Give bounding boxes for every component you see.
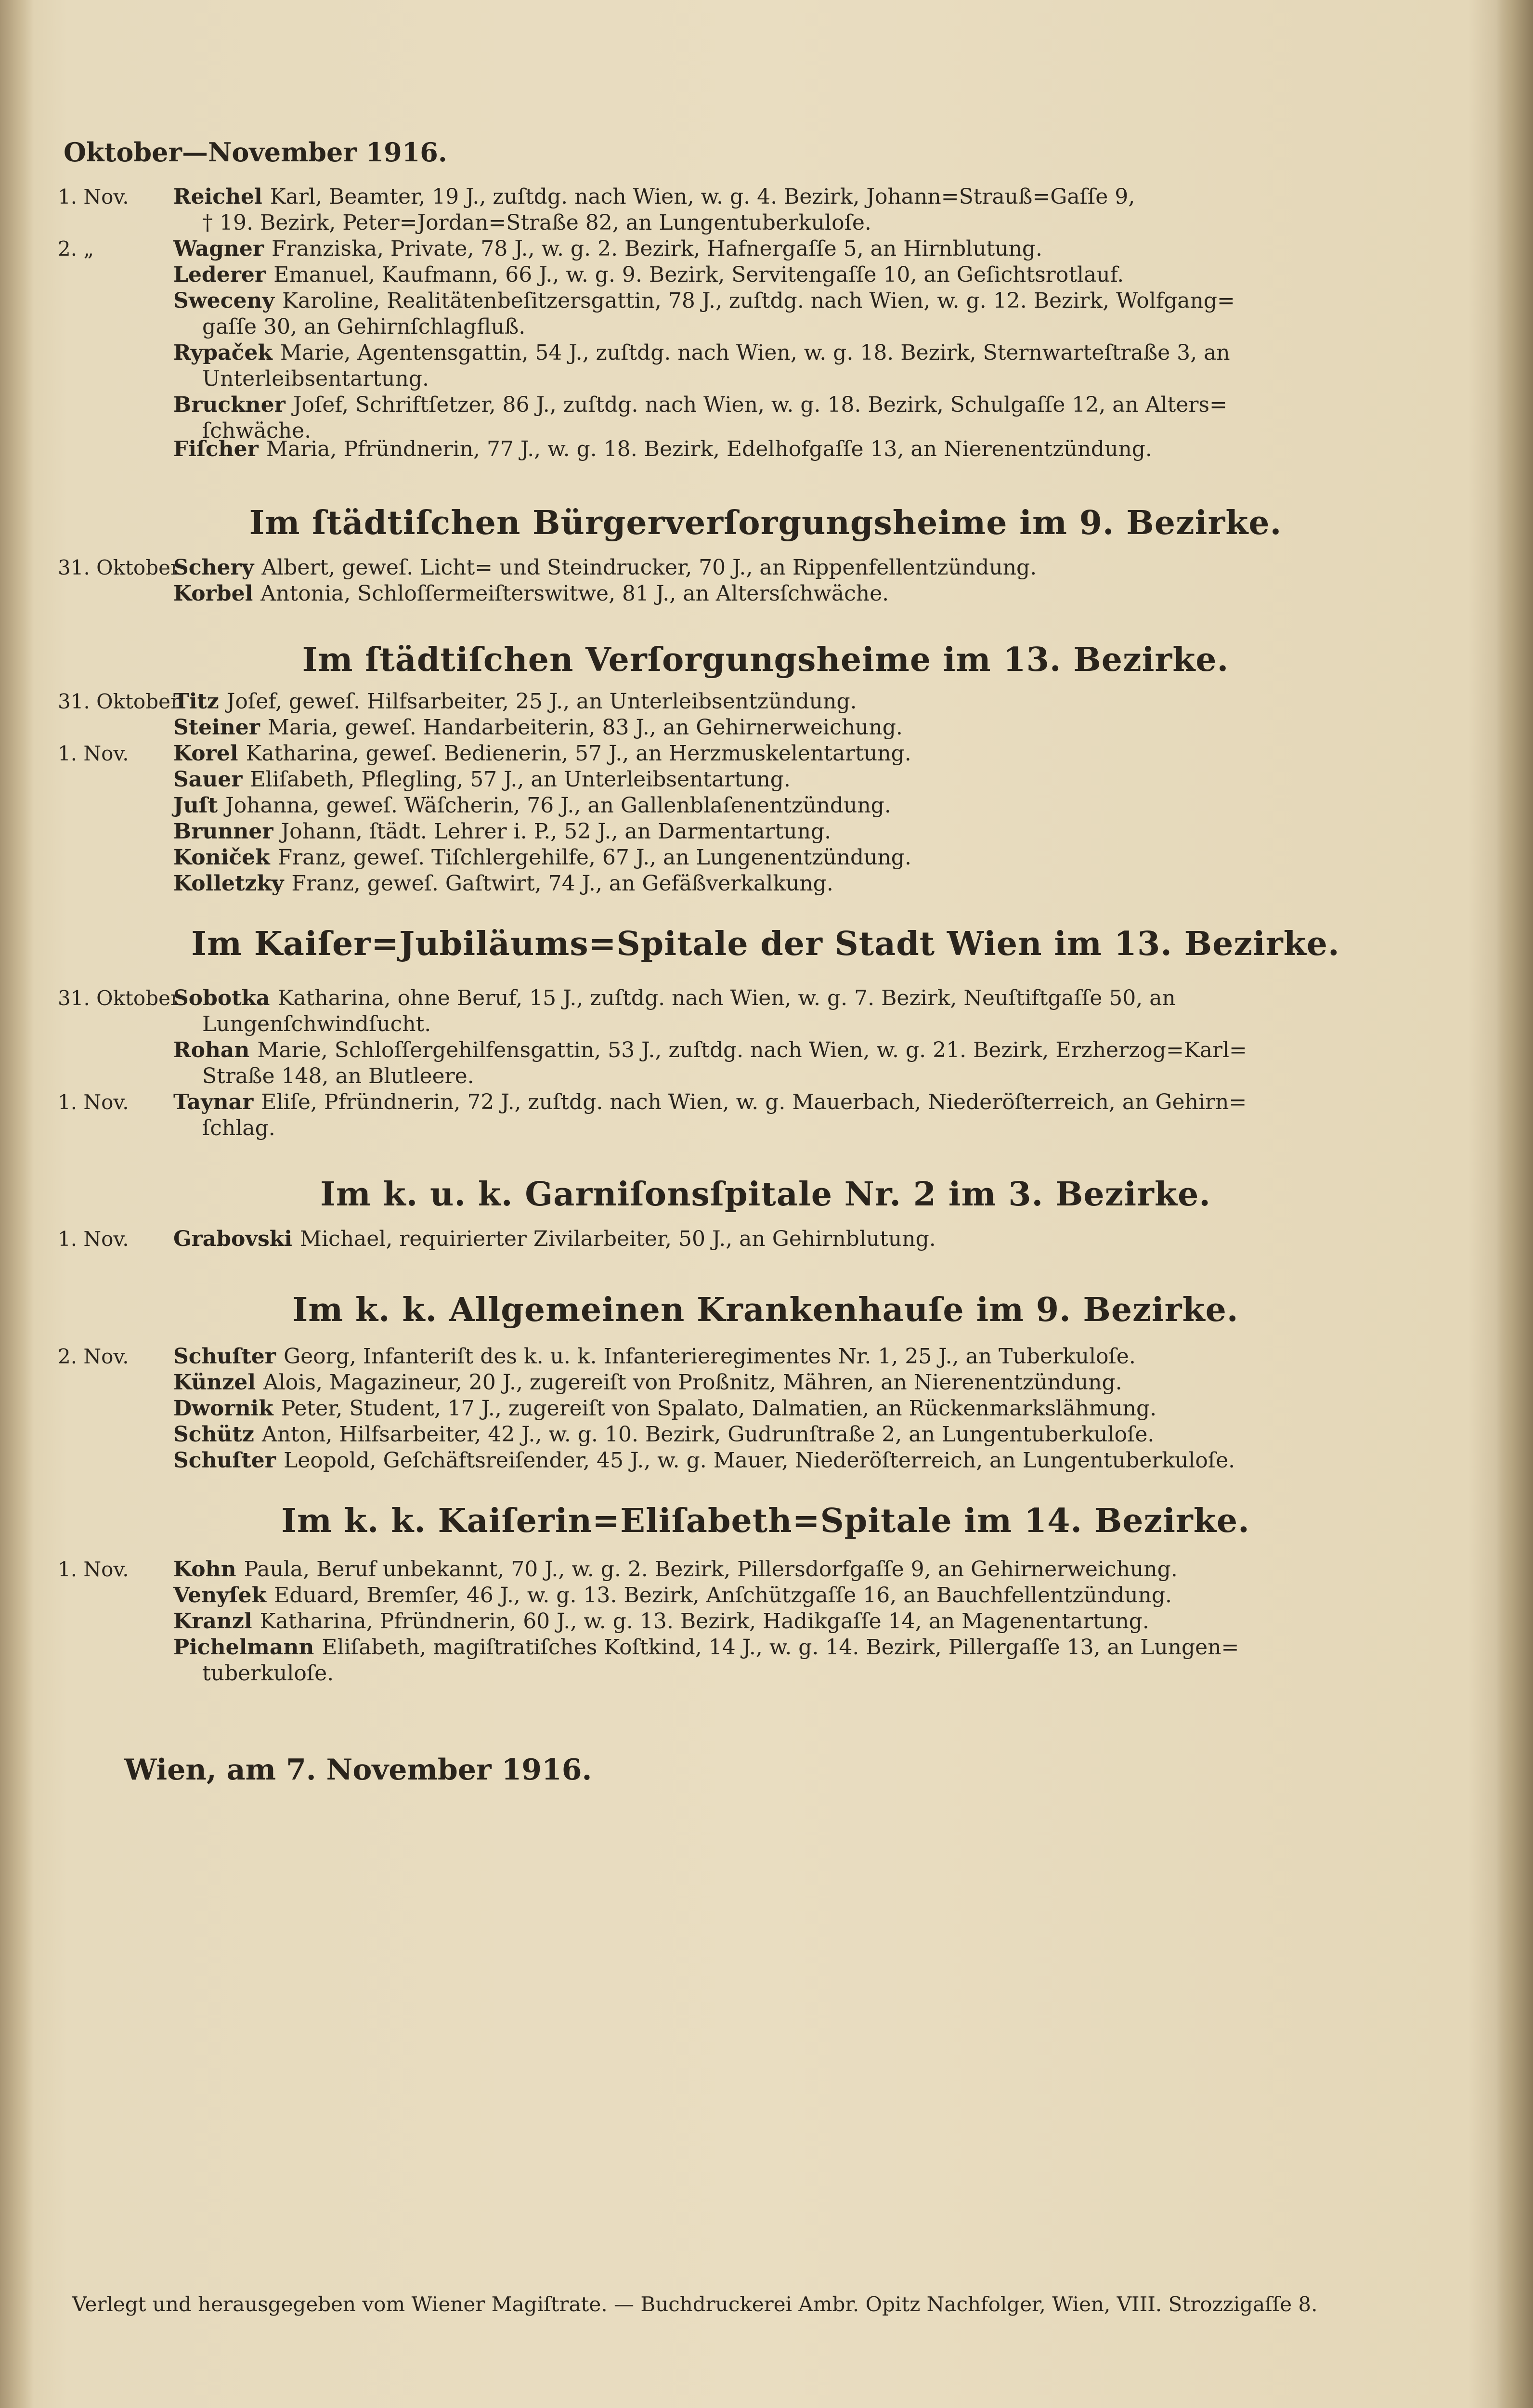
- entry-row: [58, 741, 1348, 770]
- section-heading: Im ſtädtiſchen Bürgerverſorgungsheime im 9. Bezirke.: [249, 504, 1282, 542]
- entry-text: [173, 985, 1396, 1011]
- entry-text: [173, 581, 1396, 607]
- entry-row: [58, 184, 1348, 213]
- entry-details: Eliſabeth, Pflegling, 57 J., an Unterleibsentartung.: [250, 767, 791, 792]
- entry-text: [173, 1609, 1396, 1635]
- entry-date: 31. Oktober: [58, 986, 181, 1010]
- entry-text: [173, 845, 1396, 871]
- entry-details: Johanna, geweſ. Wäſcherin, 76 J., an Gallenblaſenentzündung.: [225, 793, 891, 818]
- entry-continuation: ſchwäche.: [202, 419, 312, 443]
- entry-date: 31. Oktober: [58, 690, 181, 713]
- entry-continuation: ſchlag.: [202, 1116, 275, 1140]
- entry-row: [58, 1370, 1348, 1399]
- page-header: Oktober—November 1916.: [64, 137, 447, 168]
- entry-details: Joſef, Schriftſetzer, 86 J., zuſtdg. nach Wien, w. g. 18. Bezirk, Schulgaſſe 12, an Alters=: [293, 393, 1227, 417]
- entry-row: [58, 262, 1348, 291]
- entry-row: [58, 1089, 1348, 1118]
- entry-details: Franziska, Private, 78 J., w. g. 2. Bezirk, Hafnergaſſe 5, an Hirnblutung.: [272, 236, 1043, 261]
- entry-row: [58, 689, 1348, 718]
- entry-text: [173, 1557, 1396, 1583]
- entry-date: 2. „: [58, 237, 94, 261]
- entry-continuation: tuberkuloſe.: [202, 1661, 334, 1686]
- entry-text: [173, 1370, 1396, 1396]
- entry-row: [58, 236, 1348, 265]
- entry-details: Franz, geweſ. Tiſchlergehilfe, 67 J., an Lungenentzündung.: [277, 845, 911, 870]
- entry-details: Johann, ſtädt. Lehrer i. P., 52 J., an Darmentartung.: [281, 819, 831, 844]
- entry-name: Juſt: [173, 793, 218, 818]
- entry-date: 2. Nov.: [58, 1345, 129, 1368]
- entry-details: Michael, requirierter Zivilarbeiter, 50 J., an Gehirnblutung.: [299, 1227, 936, 1251]
- entry-text: [173, 715, 1396, 741]
- entry-details: Antonia, Schloſſermeiſterswitwe, 81 J., an Altersſchwäche.: [260, 581, 889, 606]
- entry-row: [58, 340, 1348, 369]
- entry-details: Maria, geweſ. Handarbeiterin, 83 J., an Gehirnerweichung.: [267, 715, 903, 740]
- entry-name: Brunner: [173, 819, 273, 844]
- entry-name: Kohn: [173, 1557, 236, 1582]
- entry-continuation: Straße 148, an Blutleere.: [202, 1064, 474, 1088]
- entry-text: [173, 1089, 1396, 1115]
- entry-name: Sobotka: [173, 986, 270, 1010]
- entry-name: Venyſek: [173, 1583, 267, 1608]
- entry-name: Grabovski: [173, 1227, 292, 1251]
- entry-name: Steiner: [173, 715, 260, 740]
- entry-text: [173, 741, 1396, 767]
- entry-name: Rypaček: [173, 340, 273, 365]
- entry-continuation: Lungenſchwindſucht.: [202, 1012, 431, 1036]
- entry-row: [58, 985, 1348, 1014]
- entry-text: [173, 262, 1396, 288]
- entry-details: Marie, Agentensgattin, 54 J., zuſtdg. nach Wien, w. g. 18. Bezirk, Sternwarteſtraße 3, an: [280, 340, 1230, 365]
- entry-row: [58, 819, 1348, 848]
- entry-name: Lederer: [173, 262, 266, 287]
- entry-details: Albert, geweſ. Licht= und Steindrucker, 70 J., an Rippenfellentzündung.: [261, 555, 1037, 580]
- entry-details: Emanuel, Kaufmann, 66 J., w. g. 9. Bezirk, Servitengaſſe 10, an Geſichtsrotlauf.: [273, 262, 1124, 287]
- entry-date: 31. Oktober: [58, 556, 181, 579]
- entry-text: [173, 1226, 1396, 1252]
- entry-text: [173, 819, 1396, 845]
- entry-name: Wagner: [173, 236, 264, 261]
- entry-date: 1. Nov.: [58, 185, 129, 209]
- entry-date: 1. Nov.: [58, 1090, 129, 1114]
- entry-name: Künzel: [173, 1370, 256, 1395]
- entry-name: Korel: [173, 741, 238, 766]
- entry-date: 1. Nov.: [58, 1557, 129, 1581]
- entry-details: Eliſe, Pfründnerin, 72 J., zuſtdg. nach Wien, w. g. Mauerbach, Niederöſterreich, an Gehirn=: [261, 1090, 1247, 1114]
- entry-row: [58, 871, 1348, 900]
- entry-text: [173, 236, 1396, 262]
- entry-text: [173, 436, 1396, 462]
- entry-name: Dwornik: [173, 1396, 273, 1421]
- entry-text: [173, 392, 1396, 418]
- entry-name: Rohan: [173, 1038, 250, 1062]
- entry-text: [173, 1037, 1396, 1063]
- entry-text: [173, 184, 1396, 210]
- section-heading: Im Kaiſer=Jubiläums=Spitale der Stadt Wien im 13. Bezirke.: [191, 925, 1340, 963]
- entry-details: Katharina, Pfründnerin, 60 J., w. g. 13. Bezirk, Hadikgaſſe 14, an Magenentartung.: [260, 1609, 1149, 1634]
- section-heading: Im k. u. k. Garniſonsſpitale Nr. 2 im 3. Bezirke.: [320, 1175, 1211, 1214]
- entry-row: [58, 1226, 1348, 1255]
- entry-date: 1. Nov.: [58, 742, 129, 765]
- entry-details: Leopold, Geſchäftsreiſender, 45 J., w. g. Mauer, Niederöſterreich, an Lungentuberkuloſe.: [283, 1448, 1235, 1473]
- entry-row: [58, 1583, 1348, 1611]
- entry-name: Korbel: [173, 581, 253, 606]
- entry-text: [173, 555, 1396, 581]
- entry-name: Koniček: [173, 845, 270, 870]
- entry-row: [58, 288, 1348, 317]
- entry-text: [173, 871, 1396, 897]
- entry-name: Kolletzky: [173, 871, 284, 896]
- entry-text: [173, 288, 1396, 314]
- entry-row: [58, 581, 1348, 610]
- entry-details: Eliſabeth, magiſtratiſches Koſtkind, 14 J., w. g. 14. Bezirk, Pillergaſſe 13, an Lungen=: [322, 1635, 1239, 1660]
- entry-details: Maria, Pfründnerin, 77 J., w. g. 18. Bezirk, Edelhofgaſſe 13, an Nierenentzündung.: [266, 437, 1152, 461]
- entry-name: Kranzl: [173, 1609, 252, 1634]
- entry-name: Sweceny: [173, 288, 274, 313]
- section-heading: Im ſtädtiſchen Verſorgungsheime im 13. Bezirke.: [302, 641, 1229, 679]
- entry-details: Alois, Magazineur, 20 J., zugereiſt von Proßnitz, Mähren, an Nierenentzündung.: [263, 1370, 1122, 1395]
- entry-details: Karl, Beamter, 19 J., zuſtdg. nach Wien, w. g. 4. Bezirk, Johann=Strauß=Gaſſe 9,: [270, 184, 1135, 209]
- entry-row: [58, 1396, 1348, 1425]
- entry-name: Fiſcher: [173, 437, 259, 461]
- entry-details: Peter, Student, 17 J., zugereiſt von Spalato, Dalmatien, an Rückenmarkslähmung.: [281, 1396, 1157, 1421]
- entry-details: Eduard, Bremſer, 46 J., w. g. 13. Bezirk, Anſchützgaſſe 16, an Bauchfellentzündung.: [274, 1583, 1172, 1608]
- entry-name: Schery: [173, 555, 254, 580]
- entry-details: Katharina, ohne Beruf, 15 J., zuſtdg. nach Wien, w. g. 7. Bezirk, Neuſtiftgaſſe 50, an: [277, 986, 1176, 1010]
- entry-text: [173, 1422, 1396, 1448]
- entry-text: [173, 1448, 1396, 1474]
- entry-text: [173, 793, 1396, 819]
- entry-details: Anton, Hilfsarbeiter, 42 J., w. g. 10. Bezirk, Gudrunſtraße 2, an Lungentuberkuloſe.: [261, 1422, 1155, 1447]
- entry-row: [58, 793, 1348, 822]
- entry-name: Schuſter: [173, 1344, 276, 1369]
- entry-row: [58, 1448, 1348, 1477]
- entry-row: [58, 767, 1348, 796]
- entry-details: Marie, Schloſſergehilfensgattin, 53 J., zuſtdg. nach Wien, w. g. 21. Bezirk, Erzherzog=Karl=: [257, 1038, 1247, 1062]
- entry-text: [173, 767, 1396, 793]
- publisher-footer: Verlegt und herausgegeben vom Wiener Magiſtrate. — Buchdruckerei Ambr. Opitz Nachfolger, Wien, VIII. Strozzigaſſe 8.: [72, 2292, 1318, 2316]
- section-heading: Im k. k. Allgemeinen Krankenhauſe im 9. Bezirke.: [292, 1291, 1239, 1329]
- entry-name: Sauer: [173, 767, 243, 792]
- entry-continuation: gaſſe 30, an Gehirnſchlagfluß.: [202, 314, 526, 339]
- entry-text: [173, 340, 1396, 366]
- entry-row: [58, 1609, 1348, 1637]
- entry-details: Paula, Beruf unbekannt, 70 J., w. g. 2. Bezirk, Pillersdorfgaſſe 9, an Gehirnerweichung.: [244, 1557, 1178, 1582]
- entry-details: Karoline, Realitätenbeſitzersgattin, 78 J., zuſtdg. nach Wien, w. g. 12. Bezirk, Wolfgang=: [282, 288, 1235, 313]
- entry-name: Schuſter: [173, 1448, 276, 1473]
- entry-continuation: † 19. Bezirk, Peter=Jordan=Straße 82, an Lungentuberkuloſe.: [202, 210, 871, 235]
- entry-row: [58, 715, 1348, 744]
- entry-continuation: Unterleibsentartung.: [202, 366, 429, 391]
- section-heading: Im k. k. Kaiſerin=Eliſabeth=Spitale im 14. Bezirke.: [281, 1502, 1250, 1540]
- entry-name: Pichelmann: [173, 1635, 314, 1660]
- entry-name: Schütz: [173, 1422, 254, 1447]
- entry-row: [58, 436, 1348, 465]
- entry-row: [58, 555, 1348, 584]
- closing-date: Wien, am 7. November 1916.: [124, 1753, 592, 1787]
- entry-text: [173, 1344, 1396, 1370]
- entry-name: Titz: [173, 689, 219, 714]
- entry-row: [58, 1037, 1348, 1066]
- entry-details: Georg, Infanteriſt des k. u. k. Infanterieregimentes Nr. 1, 25 J., an Tuberkuloſe.: [283, 1344, 1136, 1369]
- entry-row: [58, 845, 1348, 874]
- entry-row: [58, 392, 1348, 421]
- entry-text: [173, 689, 1396, 715]
- entry-row: [58, 1635, 1348, 1663]
- entry-row: [58, 1557, 1348, 1585]
- entry-details: Franz, geweſ. Gaſtwirt, 74 J., an Gefäßverkalkung.: [291, 871, 833, 896]
- entry-text: [173, 1396, 1396, 1422]
- entry-text: [173, 1635, 1396, 1661]
- entry-details: Joſef, geweſ. Hilfsarbeiter, 25 J., an Unterleibsentzündung.: [226, 689, 857, 714]
- entry-name: Bruckner: [173, 393, 286, 417]
- entry-details: Katharina, geweſ. Bedienerin, 57 J., an Herzmuskelentartung.: [246, 741, 911, 766]
- entry-row: [58, 1344, 1348, 1373]
- entry-row: [58, 1422, 1348, 1451]
- entry-text: [173, 1583, 1396, 1609]
- entry-name: Reichel: [173, 184, 262, 209]
- entry-name: Taynar: [173, 1090, 254, 1114]
- entry-date: 1. Nov.: [58, 1227, 129, 1251]
